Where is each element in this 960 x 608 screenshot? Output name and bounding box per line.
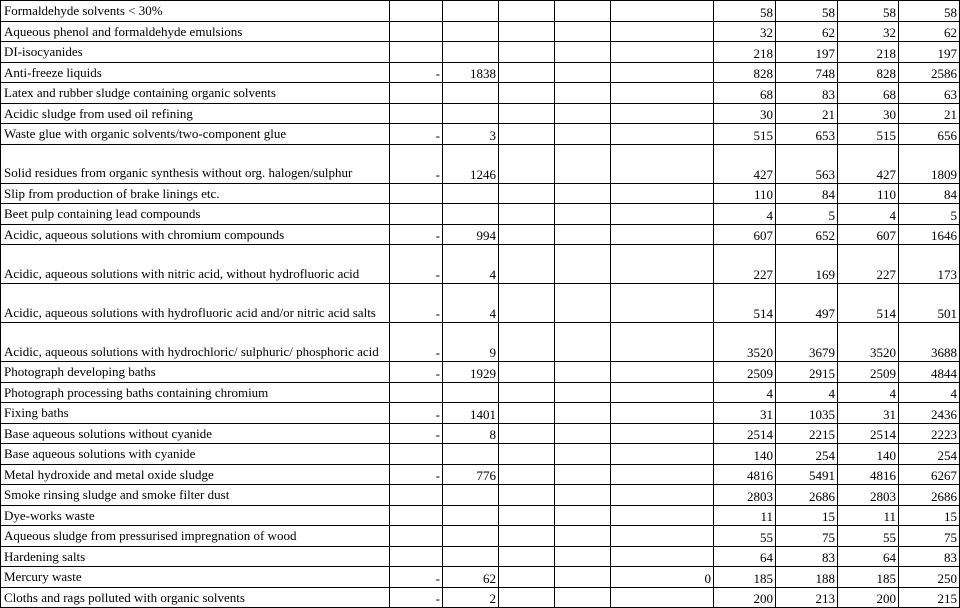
waste-type-cell: Formaldehyde solvents < 30% [1, 1, 390, 22]
value-cell-col7: 75 [776, 526, 838, 547]
value-cell-col3 [499, 382, 555, 403]
waste-type-cell: Acidic sludge from used oil refining [1, 103, 390, 124]
value-cell-col5 [611, 362, 714, 383]
waste-type-cell: Acidic, aqueous solutions with hydrofluoric acid and/or nitric acid salts [1, 284, 390, 323]
value-cell-col3 [499, 505, 555, 526]
value-cell-col7: 4 [776, 382, 838, 403]
value-cell-col3 [499, 587, 555, 608]
value-cell-col6: 58 [714, 1, 776, 22]
value-cell-col4 [555, 323, 611, 362]
value-cell-col8: 68 [838, 83, 899, 104]
value-cell-col4 [555, 485, 611, 506]
value-cell-col6: 828 [714, 62, 776, 83]
value-cell-col1: - [390, 403, 443, 424]
value-cell-col2: 1246 [443, 144, 499, 183]
value-cell-col1 [390, 183, 443, 204]
value-cell-col1: - [390, 587, 443, 608]
value-cell-col6: 4816 [714, 464, 776, 485]
value-cell-col4 [555, 505, 611, 526]
table-row [1, 245, 960, 284]
value-cell-col3 [499, 103, 555, 124]
value-cell-col4 [555, 382, 611, 403]
value-cell-col4 [555, 403, 611, 424]
value-cell-col4 [555, 1, 611, 22]
value-cell-col8: 607 [838, 224, 899, 245]
waste-type-cell: Acidic, aqueous solutions with hydrochloric/ sulphuric/ phosphoric acid [1, 323, 390, 362]
value-cell-col1: - [390, 245, 443, 284]
value-cell-col5 [611, 1, 714, 22]
value-cell-col2: 3 [443, 124, 499, 145]
value-cell-col5 [611, 403, 714, 424]
table-row [1, 83, 960, 104]
value-cell-col6: 200 [714, 587, 776, 608]
waste-type-cell: Slip from production of brake linings etc. [1, 183, 390, 204]
value-cell-col1: - [390, 124, 443, 145]
value-cell-col2: 62 [443, 567, 499, 588]
value-cell-col4 [555, 587, 611, 608]
value-cell-col5 [611, 382, 714, 403]
value-cell-col7: 1035 [776, 403, 838, 424]
value-cell-col1: - [390, 144, 443, 183]
value-cell-col1 [390, 546, 443, 567]
value-cell-col2 [443, 485, 499, 506]
value-cell-col5 [611, 587, 714, 608]
value-cell-col3 [499, 444, 555, 465]
value-cell-col2: 994 [443, 224, 499, 245]
waste-type-cell: Base aqueous solutions without cyanide [1, 423, 390, 444]
value-cell-col9: 6267 [899, 464, 960, 485]
value-cell-col9: 2436 [899, 403, 960, 424]
value-cell-col7: 652 [776, 224, 838, 245]
table-row [1, 505, 960, 526]
waste-type-cell: DI-isocyanides [1, 42, 390, 63]
waste-type-cell: Aqueous sludge from pressurised impregnation of wood [1, 526, 390, 547]
value-cell-col1 [390, 526, 443, 547]
value-cell-col7: 3679 [776, 323, 838, 362]
value-cell-col1: - [390, 62, 443, 83]
value-cell-col5 [611, 144, 714, 183]
table-row [1, 382, 960, 403]
value-cell-col7: 2915 [776, 362, 838, 383]
value-cell-col9: 84 [899, 183, 960, 204]
value-cell-col8: 427 [838, 144, 899, 183]
value-cell-col6: 4 [714, 382, 776, 403]
value-cell-col1: - [390, 362, 443, 383]
value-cell-col9: 58 [899, 1, 960, 22]
value-cell-col8: 4 [838, 382, 899, 403]
value-cell-col9: 215 [899, 587, 960, 608]
value-cell-col1: - [390, 284, 443, 323]
value-cell-col3 [499, 204, 555, 225]
value-cell-col8: 30 [838, 103, 899, 124]
value-cell-col3 [499, 464, 555, 485]
value-cell-col2 [443, 83, 499, 104]
value-cell-col3 [499, 546, 555, 567]
value-cell-col6: 2514 [714, 423, 776, 444]
value-cell-col2: 8 [443, 423, 499, 444]
value-cell-col4 [555, 423, 611, 444]
value-cell-col9: 21 [899, 103, 960, 124]
value-cell-col6: 55 [714, 526, 776, 547]
waste-type-cell: Fixing baths [1, 403, 390, 424]
value-cell-col4 [555, 546, 611, 567]
value-cell-col1 [390, 1, 443, 22]
table-row [1, 103, 960, 124]
value-cell-col5 [611, 485, 714, 506]
value-cell-col2 [443, 42, 499, 63]
waste-type-cell: Solid residues from organic synthesis without org. halogen/sulphur [1, 144, 390, 183]
value-cell-col9: 62 [899, 21, 960, 42]
value-cell-col5 [611, 505, 714, 526]
table-row [1, 21, 960, 42]
value-cell-col7: 21 [776, 103, 838, 124]
value-cell-col9: 15 [899, 505, 960, 526]
value-cell-col9: 4844 [899, 362, 960, 383]
value-cell-col2 [443, 505, 499, 526]
value-cell-col4 [555, 245, 611, 284]
value-cell-col7: 5491 [776, 464, 838, 485]
value-cell-col5 [611, 204, 714, 225]
value-cell-col2 [443, 21, 499, 42]
value-cell-col5 [611, 21, 714, 42]
value-cell-col3 [499, 284, 555, 323]
value-cell-col7: 213 [776, 587, 838, 608]
value-cell-col6: 64 [714, 546, 776, 567]
value-cell-col2 [443, 1, 499, 22]
value-cell-col9: 75 [899, 526, 960, 547]
value-cell-col6: 515 [714, 124, 776, 145]
value-cell-col9: 63 [899, 83, 960, 104]
table-row [1, 224, 960, 245]
value-cell-col1 [390, 505, 443, 526]
value-cell-col1 [390, 42, 443, 63]
value-cell-col7: 2686 [776, 485, 838, 506]
value-cell-col1 [390, 21, 443, 42]
value-cell-col3 [499, 144, 555, 183]
value-cell-col1 [390, 103, 443, 124]
value-cell-col3 [499, 183, 555, 204]
value-cell-col4 [555, 526, 611, 547]
value-cell-col3 [499, 526, 555, 547]
table-row [1, 62, 960, 83]
value-cell-col3 [499, 62, 555, 83]
table-row [1, 284, 960, 323]
value-cell-col4 [555, 183, 611, 204]
value-cell-col1 [390, 485, 443, 506]
table-body [1, 1, 960, 608]
table-row [1, 546, 960, 567]
value-cell-col8: 31 [838, 403, 899, 424]
value-cell-col7: 497 [776, 284, 838, 323]
value-cell-col4 [555, 567, 611, 588]
value-cell-col1: - [390, 224, 443, 245]
waste-type-cell: Dye-works waste [1, 505, 390, 526]
value-cell-col5 [611, 526, 714, 547]
value-cell-col9: 5 [899, 204, 960, 225]
value-cell-col5 [611, 284, 714, 323]
value-cell-col9: 2223 [899, 423, 960, 444]
value-cell-col8: 218 [838, 42, 899, 63]
value-cell-col2 [443, 382, 499, 403]
table-row [1, 42, 960, 63]
value-cell-col5 [611, 62, 714, 83]
table-row [1, 464, 960, 485]
value-cell-col3 [499, 423, 555, 444]
value-cell-col2: 2 [443, 587, 499, 608]
value-cell-col5 [611, 183, 714, 204]
value-cell-col6: 110 [714, 183, 776, 204]
table-row [1, 1, 960, 22]
value-cell-col8: 515 [838, 124, 899, 145]
value-cell-col8: 64 [838, 546, 899, 567]
value-cell-col9: 1809 [899, 144, 960, 183]
value-cell-col7: 563 [776, 144, 838, 183]
waste-type-cell: Acidic, aqueous solutions with nitric acid, without hydrofluoric acid [1, 245, 390, 284]
value-cell-col8: 32 [838, 21, 899, 42]
table-row [1, 362, 960, 383]
value-cell-col9: 656 [899, 124, 960, 145]
waste-type-cell: Beet pulp containing lead compounds [1, 204, 390, 225]
value-cell-col2 [443, 204, 499, 225]
value-cell-col8: 11 [838, 505, 899, 526]
value-cell-col5 [611, 245, 714, 284]
waste-type-cell: Cloths and rags polluted with organic solvents [1, 587, 390, 608]
value-cell-col1: - [390, 464, 443, 485]
value-cell-col6: 2803 [714, 485, 776, 506]
value-cell-col4 [555, 21, 611, 42]
value-cell-col6: 427 [714, 144, 776, 183]
value-cell-col6: 3520 [714, 323, 776, 362]
value-cell-col9: 83 [899, 546, 960, 567]
value-cell-col6: 185 [714, 567, 776, 588]
value-cell-col1: - [390, 423, 443, 444]
value-cell-col2: 4 [443, 284, 499, 323]
value-cell-col3 [499, 124, 555, 145]
value-cell-col8: 58 [838, 1, 899, 22]
value-cell-col8: 4816 [838, 464, 899, 485]
value-cell-col1: - [390, 567, 443, 588]
value-cell-col8: 140 [838, 444, 899, 465]
value-cell-col8: 200 [838, 587, 899, 608]
value-cell-col7: 188 [776, 567, 838, 588]
table-row [1, 323, 960, 362]
value-cell-col6: 514 [714, 284, 776, 323]
value-cell-col8: 2514 [838, 423, 899, 444]
value-cell-col3 [499, 42, 555, 63]
value-cell-col6: 11 [714, 505, 776, 526]
value-cell-col6: 30 [714, 103, 776, 124]
value-cell-col3 [499, 83, 555, 104]
value-cell-col3 [499, 1, 555, 22]
value-cell-col7: 2215 [776, 423, 838, 444]
value-cell-col6: 140 [714, 444, 776, 465]
table-row [1, 183, 960, 204]
value-cell-col6: 218 [714, 42, 776, 63]
value-cell-col5 [611, 83, 714, 104]
table-row [1, 204, 960, 225]
value-cell-col2: 776 [443, 464, 499, 485]
value-cell-col9: 2686 [899, 485, 960, 506]
value-cell-col4 [555, 204, 611, 225]
value-cell-col2 [443, 183, 499, 204]
value-cell-col3 [499, 245, 555, 284]
value-cell-col9: 197 [899, 42, 960, 63]
value-cell-col4 [555, 144, 611, 183]
value-cell-col6: 4 [714, 204, 776, 225]
value-cell-col4 [555, 124, 611, 145]
waste-type-cell: Base aqueous solutions with cyanide [1, 444, 390, 465]
value-cell-col5 [611, 323, 714, 362]
table-row [1, 124, 960, 145]
value-cell-col6: 32 [714, 21, 776, 42]
value-cell-col6: 607 [714, 224, 776, 245]
value-cell-col2 [443, 103, 499, 124]
value-cell-col4 [555, 464, 611, 485]
table-row [1, 485, 960, 506]
waste-type-cell: Photograph developing baths [1, 362, 390, 383]
value-cell-col6: 68 [714, 83, 776, 104]
table-row [1, 526, 960, 547]
value-cell-col8: 110 [838, 183, 899, 204]
value-cell-col8: 2803 [838, 485, 899, 506]
value-cell-col9: 254 [899, 444, 960, 465]
value-cell-col2: 4 [443, 245, 499, 284]
value-cell-col7: 84 [776, 183, 838, 204]
value-cell-col7: 254 [776, 444, 838, 465]
value-cell-col7: 197 [776, 42, 838, 63]
value-cell-col9: 1646 [899, 224, 960, 245]
waste-type-cell: Aqueous phenol and formaldehyde emulsions [1, 21, 390, 42]
value-cell-col2 [443, 546, 499, 567]
value-cell-col9: 4 [899, 382, 960, 403]
value-cell-col7: 169 [776, 245, 838, 284]
value-cell-col9: 501 [899, 284, 960, 323]
value-cell-col5 [611, 224, 714, 245]
table-row [1, 144, 960, 183]
value-cell-col3 [499, 362, 555, 383]
value-cell-col1 [390, 204, 443, 225]
value-cell-col2: 1838 [443, 62, 499, 83]
value-cell-col3 [499, 567, 555, 588]
value-cell-col2 [443, 526, 499, 547]
value-cell-col3 [499, 21, 555, 42]
value-cell-col4 [555, 362, 611, 383]
value-cell-col7: 62 [776, 21, 838, 42]
value-cell-col8: 514 [838, 284, 899, 323]
value-cell-col7: 653 [776, 124, 838, 145]
value-cell-col2 [443, 444, 499, 465]
value-cell-col6: 31 [714, 403, 776, 424]
value-cell-col8: 828 [838, 62, 899, 83]
value-cell-col2: 1401 [443, 403, 499, 424]
value-cell-col5 [611, 444, 714, 465]
value-cell-col3 [499, 323, 555, 362]
value-cell-col5 [611, 464, 714, 485]
value-cell-col8: 55 [838, 526, 899, 547]
value-cell-col3 [499, 485, 555, 506]
value-cell-col6: 2509 [714, 362, 776, 383]
value-cell-col4 [555, 284, 611, 323]
waste-type-cell: Anti-freeze liquids [1, 62, 390, 83]
value-cell-col2: 9 [443, 323, 499, 362]
waste-type-cell: Mercury waste [1, 567, 390, 588]
value-cell-col7: 83 [776, 83, 838, 104]
value-cell-col1 [390, 83, 443, 104]
table-row [1, 403, 960, 424]
value-cell-col5 [611, 546, 714, 567]
value-cell-col5 [611, 103, 714, 124]
value-cell-col3 [499, 224, 555, 245]
value-cell-col7: 58 [776, 1, 838, 22]
value-cell-col4 [555, 103, 611, 124]
value-cell-col3 [499, 403, 555, 424]
waste-type-cell: Acidic, aqueous solutions with chromium compounds [1, 224, 390, 245]
value-cell-col4 [555, 62, 611, 83]
value-cell-col1: - [390, 323, 443, 362]
value-cell-col6: 227 [714, 245, 776, 284]
value-cell-col8: 185 [838, 567, 899, 588]
value-cell-col8: 4 [838, 204, 899, 225]
table-row [1, 444, 960, 465]
value-cell-col4 [555, 42, 611, 63]
value-cell-col5 [611, 42, 714, 63]
value-cell-col4 [555, 444, 611, 465]
value-cell-col7: 83 [776, 546, 838, 567]
waste-type-cell: Photograph processing baths containing chromium [1, 382, 390, 403]
value-cell-col9: 3688 [899, 323, 960, 362]
value-cell-col1 [390, 444, 443, 465]
value-cell-col2: 1929 [443, 362, 499, 383]
value-cell-col5 [611, 423, 714, 444]
value-cell-col9: 250 [899, 567, 960, 588]
waste-type-cell: Latex and rubber sludge containing organic solvents [1, 83, 390, 104]
waste-type-cell: Waste glue with organic solvents/two-component glue [1, 124, 390, 145]
value-cell-col8: 3520 [838, 323, 899, 362]
table-row [1, 567, 960, 588]
value-cell-col7: 15 [776, 505, 838, 526]
waste-type-cell: Hardening salts [1, 546, 390, 567]
value-cell-col5: 0 [611, 567, 714, 588]
waste-type-cell: Metal hydroxide and metal oxide sludge [1, 464, 390, 485]
value-cell-col9: 173 [899, 245, 960, 284]
waste-type-cell: Smoke rinsing sludge and smoke filter dust [1, 485, 390, 506]
table-row [1, 587, 960, 608]
value-cell-col5 [611, 124, 714, 145]
value-cell-col8: 2509 [838, 362, 899, 383]
value-cell-col1 [390, 382, 443, 403]
value-cell-col4 [555, 83, 611, 104]
table-row [1, 423, 960, 444]
value-cell-col4 [555, 224, 611, 245]
value-cell-col9: 2586 [899, 62, 960, 83]
value-cell-col7: 748 [776, 62, 838, 83]
value-cell-col8: 227 [838, 245, 899, 284]
value-cell-col7: 5 [776, 204, 838, 225]
